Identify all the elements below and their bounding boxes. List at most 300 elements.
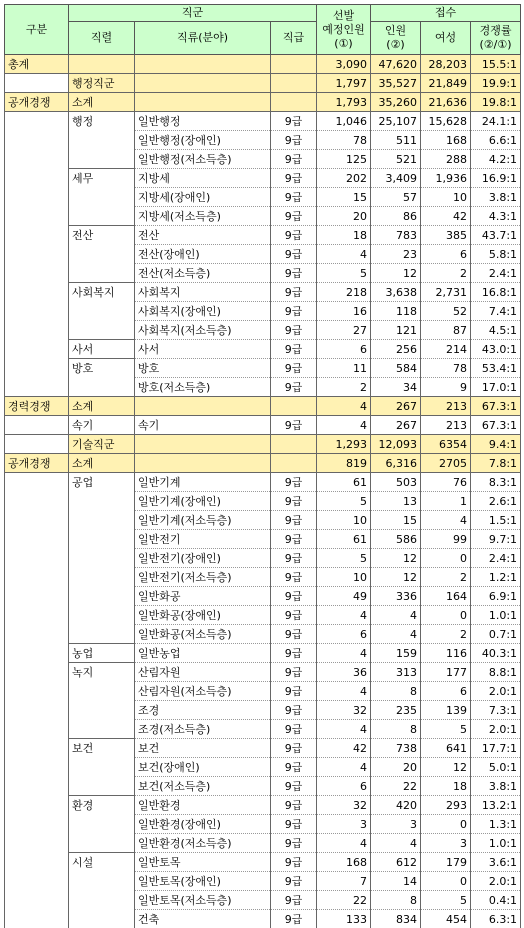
job-series-cell: 소계 bbox=[69, 93, 135, 112]
job-series-cell: 사회복지 bbox=[69, 283, 135, 302]
ratio-cell: 16.8:1 bbox=[471, 283, 521, 302]
ratio-cell: 9.4:1 bbox=[471, 435, 521, 454]
ratio-cell: 2.0:1 bbox=[471, 872, 521, 891]
grade-cell: 9급 bbox=[271, 473, 317, 492]
ratio-cell: 19.8:1 bbox=[471, 93, 521, 112]
job-series-cell bbox=[69, 511, 135, 530]
women-cell: 21,636 bbox=[421, 93, 471, 112]
women-cell: 5 bbox=[421, 891, 471, 910]
grade-cell: 9급 bbox=[271, 207, 317, 226]
planned-cell: 32 bbox=[317, 796, 371, 815]
grade-cell bbox=[271, 454, 317, 473]
category-cell bbox=[5, 739, 69, 758]
table-row bbox=[5, 587, 521, 606]
grade-cell bbox=[271, 55, 317, 74]
planned-cell: 5 bbox=[317, 264, 371, 283]
category-cell bbox=[5, 511, 69, 530]
job-field-cell: 산림자원 bbox=[135, 663, 271, 682]
category-cell bbox=[5, 435, 69, 454]
applicants-cell: 12 bbox=[371, 568, 421, 587]
table-row bbox=[5, 112, 521, 131]
job-series-cell bbox=[69, 131, 135, 150]
job-series-cell bbox=[69, 530, 135, 549]
women-cell: 2705 bbox=[421, 454, 471, 473]
job-field-cell: 지방세(저소득층) bbox=[135, 207, 271, 226]
table-row bbox=[5, 188, 521, 207]
applicants-cell: 8 bbox=[371, 682, 421, 701]
grade-cell: 9급 bbox=[271, 188, 317, 207]
grade-cell: 9급 bbox=[271, 853, 317, 872]
applicants-cell: 35,527 bbox=[371, 74, 421, 93]
subtotal-row bbox=[5, 454, 521, 473]
grade-cell: 9급 bbox=[271, 625, 317, 644]
ratio-cell: 17.0:1 bbox=[471, 378, 521, 397]
table-row bbox=[5, 796, 521, 815]
grade-cell bbox=[271, 74, 317, 93]
applicants-cell: 8 bbox=[371, 891, 421, 910]
job-field-cell: 일반전기(저소득층) bbox=[135, 568, 271, 587]
applicants-cell: 47,620 bbox=[371, 55, 421, 74]
applicants-cell: 159 bbox=[371, 644, 421, 663]
women-cell: 179 bbox=[421, 853, 471, 872]
job-field-cell: 일반행정 bbox=[135, 112, 271, 131]
planned-cell: 15 bbox=[317, 188, 371, 207]
ratio-cell: 43.0:1 bbox=[471, 340, 521, 359]
applicants-cell: 612 bbox=[371, 853, 421, 872]
ratio-cell: 17.7:1 bbox=[471, 739, 521, 758]
ratio-cell: 24.1:1 bbox=[471, 112, 521, 131]
table-row bbox=[5, 302, 521, 321]
women-cell: 6 bbox=[421, 682, 471, 701]
category-cell bbox=[5, 606, 69, 625]
ratio-cell: 6.3:1 bbox=[471, 910, 521, 928]
category-cell bbox=[5, 207, 69, 226]
ratio-cell: 1.0:1 bbox=[471, 606, 521, 625]
ratio-cell: 67.3:1 bbox=[471, 416, 521, 435]
applicants-cell: 8 bbox=[371, 720, 421, 739]
table-row bbox=[5, 910, 521, 928]
category-cell bbox=[5, 853, 69, 872]
category-cell bbox=[5, 473, 69, 492]
applicants-cell: 57 bbox=[371, 188, 421, 207]
job-field-cell: 일반기계(저소득층) bbox=[135, 511, 271, 530]
ratio-cell: 13.2:1 bbox=[471, 796, 521, 815]
planned-cell: 1,793 bbox=[317, 93, 371, 112]
grade-cell: 9급 bbox=[271, 568, 317, 587]
planned-cell: 4 bbox=[317, 682, 371, 701]
grade-cell: 9급 bbox=[271, 758, 317, 777]
table-row bbox=[5, 644, 521, 663]
women-cell: 99 bbox=[421, 530, 471, 549]
job-field-cell: 전산(저소득층) bbox=[135, 264, 271, 283]
job-series-cell bbox=[69, 758, 135, 777]
ratio-cell: 1.2:1 bbox=[471, 568, 521, 587]
job-series-cell: 소계 bbox=[69, 454, 135, 473]
category-cell bbox=[5, 834, 69, 853]
ratio-cell: 1.0:1 bbox=[471, 834, 521, 853]
table-row bbox=[5, 739, 521, 758]
job-series-cell bbox=[69, 872, 135, 891]
ratio-cell: 8.8:1 bbox=[471, 663, 521, 682]
grade-cell: 9급 bbox=[271, 416, 317, 435]
ratio-cell: 3.8:1 bbox=[471, 777, 521, 796]
category-cell bbox=[5, 891, 69, 910]
ratio-cell: 53.4:1 bbox=[471, 359, 521, 378]
job-field-cell: 일반토목 bbox=[135, 853, 271, 872]
grade-cell: 9급 bbox=[271, 777, 317, 796]
job-series-cell: 사서 bbox=[69, 340, 135, 359]
table-row bbox=[5, 815, 521, 834]
job-field-cell: 일반화공 bbox=[135, 587, 271, 606]
category-cell bbox=[5, 131, 69, 150]
header-job-series: 직렬 bbox=[69, 22, 135, 55]
category-cell bbox=[5, 682, 69, 701]
applicants-cell: 267 bbox=[371, 416, 421, 435]
planned-cell: 4 bbox=[317, 397, 371, 416]
category-cell bbox=[5, 815, 69, 834]
ratio-cell: 7.3:1 bbox=[471, 701, 521, 720]
women-cell: 0 bbox=[421, 549, 471, 568]
job-field-cell: 일반전기(장애인) bbox=[135, 549, 271, 568]
category-cell bbox=[5, 910, 69, 928]
grade-cell: 9급 bbox=[271, 891, 317, 910]
job-series-cell bbox=[69, 815, 135, 834]
applicants-cell: 521 bbox=[371, 150, 421, 169]
table-row bbox=[5, 606, 521, 625]
planned-cell: 10 bbox=[317, 511, 371, 530]
ratio-cell: 1.5:1 bbox=[471, 511, 521, 530]
applicants-cell: 313 bbox=[371, 663, 421, 682]
planned-cell: 5 bbox=[317, 492, 371, 511]
grade-cell bbox=[271, 397, 317, 416]
women-cell: 385 bbox=[421, 226, 471, 245]
job-field-cell: 사회복지(저소득층) bbox=[135, 321, 271, 340]
women-cell: 1 bbox=[421, 492, 471, 511]
table-body bbox=[5, 55, 521, 928]
applicants-cell: 121 bbox=[371, 321, 421, 340]
job-series-cell bbox=[69, 207, 135, 226]
job-field-cell: 건축 bbox=[135, 910, 271, 928]
job-series-cell bbox=[69, 245, 135, 264]
ratio-cell: 4.2:1 bbox=[471, 150, 521, 169]
job-series-cell bbox=[69, 910, 135, 928]
ratio-cell: 7.8:1 bbox=[471, 454, 521, 473]
job-field-cell: 일반환경 bbox=[135, 796, 271, 815]
ratio-cell: 15.5:1 bbox=[471, 55, 521, 74]
job-field-cell bbox=[135, 454, 271, 473]
job-series-cell bbox=[69, 150, 135, 169]
women-cell: 641 bbox=[421, 739, 471, 758]
job-field-cell: 일반환경(저소득층) bbox=[135, 834, 271, 853]
planned-cell: 4 bbox=[317, 834, 371, 853]
job-field-cell: 조경(저소득층) bbox=[135, 720, 271, 739]
table-row bbox=[5, 131, 521, 150]
job-field-cell: 일반전기 bbox=[135, 530, 271, 549]
planned-cell: 10 bbox=[317, 568, 371, 587]
grade-cell: 9급 bbox=[271, 644, 317, 663]
ratio-cell: 6.6:1 bbox=[471, 131, 521, 150]
ratio-cell: 9.7:1 bbox=[471, 530, 521, 549]
women-cell: 0 bbox=[421, 872, 471, 891]
category-cell: 공개경쟁 bbox=[5, 93, 69, 112]
planned-cell: 7 bbox=[317, 872, 371, 891]
job-series-cell bbox=[69, 777, 135, 796]
planned-cell: 5 bbox=[317, 549, 371, 568]
women-cell: 168 bbox=[421, 131, 471, 150]
table-row bbox=[5, 150, 521, 169]
grade-cell: 9급 bbox=[271, 264, 317, 283]
job-field-cell bbox=[135, 93, 271, 112]
job-field-cell: 사회복지 bbox=[135, 283, 271, 302]
applicants-cell: 503 bbox=[371, 473, 421, 492]
ratio-cell: 43.7:1 bbox=[471, 226, 521, 245]
table-row bbox=[5, 549, 521, 568]
job-series-cell: 보건 bbox=[69, 739, 135, 758]
planned-cell: 3 bbox=[317, 815, 371, 834]
category-cell bbox=[5, 264, 69, 283]
applicants-cell: 267 bbox=[371, 397, 421, 416]
table-row bbox=[5, 340, 521, 359]
applicants-cell: 3,409 bbox=[371, 169, 421, 188]
category-cell bbox=[5, 568, 69, 587]
grade-cell: 9급 bbox=[271, 131, 317, 150]
grade-cell: 9급 bbox=[271, 701, 317, 720]
job-series-cell: 기술직군 bbox=[69, 435, 135, 454]
planned-cell: 4 bbox=[317, 758, 371, 777]
planned-cell: 61 bbox=[317, 473, 371, 492]
women-cell: 1,936 bbox=[421, 169, 471, 188]
job-series-cell: 행정 bbox=[69, 112, 135, 131]
grade-cell: 9급 bbox=[271, 606, 317, 625]
grade-cell: 9급 bbox=[271, 834, 317, 853]
job-series-cell bbox=[69, 188, 135, 207]
job-series-cell bbox=[69, 321, 135, 340]
job-series-cell bbox=[69, 701, 135, 720]
job-field-cell: 보건(저소득층) bbox=[135, 777, 271, 796]
recruitment-statistics-table bbox=[4, 4, 521, 928]
subtotal-row bbox=[5, 93, 521, 112]
applicants-cell: 584 bbox=[371, 359, 421, 378]
job-field-cell: 일반환경(장애인) bbox=[135, 815, 271, 834]
planned-cell: 819 bbox=[317, 454, 371, 473]
grade-cell bbox=[271, 435, 317, 454]
header-grade: 직급 bbox=[271, 22, 317, 55]
category-cell bbox=[5, 530, 69, 549]
applicants-cell: 15 bbox=[371, 511, 421, 530]
women-cell: 87 bbox=[421, 321, 471, 340]
women-cell: 10 bbox=[421, 188, 471, 207]
table-row bbox=[5, 511, 521, 530]
women-cell: 2 bbox=[421, 568, 471, 587]
category-cell bbox=[5, 283, 69, 302]
category-cell bbox=[5, 302, 69, 321]
ratio-cell: 5.8:1 bbox=[471, 245, 521, 264]
table-row bbox=[5, 283, 521, 302]
job-field-cell bbox=[135, 55, 271, 74]
category-cell bbox=[5, 150, 69, 169]
job-series-cell bbox=[69, 55, 135, 74]
women-cell: 288 bbox=[421, 150, 471, 169]
table-row bbox=[5, 359, 521, 378]
job-series-cell bbox=[69, 264, 135, 283]
category-cell bbox=[5, 644, 69, 663]
planned-cell: 125 bbox=[317, 150, 371, 169]
job-series-cell: 시설 bbox=[69, 853, 135, 872]
planned-cell: 1,046 bbox=[317, 112, 371, 131]
women-cell: 2 bbox=[421, 264, 471, 283]
job-series-cell bbox=[69, 682, 135, 701]
table-row bbox=[5, 758, 521, 777]
table-row bbox=[5, 226, 521, 245]
table-row bbox=[5, 207, 521, 226]
women-cell: 12 bbox=[421, 758, 471, 777]
job-field-cell: 일반농업 bbox=[135, 644, 271, 663]
applicants-cell: 4 bbox=[371, 606, 421, 625]
planned-cell: 49 bbox=[317, 587, 371, 606]
job-field-cell: 일반행정(장애인) bbox=[135, 131, 271, 150]
women-cell: 213 bbox=[421, 397, 471, 416]
category-cell bbox=[5, 492, 69, 511]
grade-cell: 9급 bbox=[271, 682, 317, 701]
job-series-cell: 방호 bbox=[69, 359, 135, 378]
women-cell: 4 bbox=[421, 511, 471, 530]
applicants-cell: 3,638 bbox=[371, 283, 421, 302]
grade-cell: 9급 bbox=[271, 720, 317, 739]
grade-cell: 9급 bbox=[271, 169, 317, 188]
category-cell bbox=[5, 226, 69, 245]
planned-cell: 16 bbox=[317, 302, 371, 321]
total-row bbox=[5, 55, 521, 74]
job-field-cell: 일반화공(장애인) bbox=[135, 606, 271, 625]
job-field-cell: 조경 bbox=[135, 701, 271, 720]
job-field-cell: 보건(장애인) bbox=[135, 758, 271, 777]
women-cell: 5 bbox=[421, 720, 471, 739]
table-row bbox=[5, 720, 521, 739]
job-field-cell: 일반기계 bbox=[135, 473, 271, 492]
category-cell bbox=[5, 378, 69, 397]
ratio-cell: 2.0:1 bbox=[471, 682, 521, 701]
table-row bbox=[5, 853, 521, 872]
planned-cell: 6 bbox=[317, 340, 371, 359]
table-row bbox=[5, 169, 521, 188]
women-cell: 454 bbox=[421, 910, 471, 928]
planned-cell: 1,797 bbox=[317, 74, 371, 93]
category-cell bbox=[5, 416, 69, 435]
grade-cell: 9급 bbox=[271, 910, 317, 928]
category-cell bbox=[5, 872, 69, 891]
grade-cell bbox=[271, 93, 317, 112]
applicants-cell: 13 bbox=[371, 492, 421, 511]
planned-cell: 168 bbox=[317, 853, 371, 872]
category-cell bbox=[5, 359, 69, 378]
category-cell bbox=[5, 720, 69, 739]
table-row bbox=[5, 473, 521, 492]
women-cell: 2,731 bbox=[421, 283, 471, 302]
table-row bbox=[5, 530, 521, 549]
applicants-cell: 3 bbox=[371, 815, 421, 834]
category-cell bbox=[5, 245, 69, 264]
ratio-cell: 3.8:1 bbox=[471, 188, 521, 207]
applicants-cell: 118 bbox=[371, 302, 421, 321]
women-cell: 21,849 bbox=[421, 74, 471, 93]
ratio-cell: 2.4:1 bbox=[471, 549, 521, 568]
category-cell: 경력경쟁 bbox=[5, 397, 69, 416]
women-cell: 139 bbox=[421, 701, 471, 720]
job-field-cell: 일반화공(저소득층) bbox=[135, 625, 271, 644]
table-row bbox=[5, 378, 521, 397]
grade-cell: 9급 bbox=[271, 302, 317, 321]
header-planned: 선발 예정인원 (①) bbox=[317, 5, 371, 55]
job-series-cell bbox=[69, 720, 135, 739]
ratio-cell: 4.3:1 bbox=[471, 207, 521, 226]
table-row bbox=[5, 321, 521, 340]
table-row bbox=[5, 777, 521, 796]
applicants-cell: 586 bbox=[371, 530, 421, 549]
job-series-cell bbox=[69, 302, 135, 321]
table-row bbox=[5, 568, 521, 587]
category-cell: 공개경쟁 bbox=[5, 454, 69, 473]
subtotal-row bbox=[5, 74, 521, 93]
ratio-cell: 5.0:1 bbox=[471, 758, 521, 777]
job-series-cell: 소계 bbox=[69, 397, 135, 416]
planned-cell: 61 bbox=[317, 530, 371, 549]
job-field-cell bbox=[135, 74, 271, 93]
planned-cell: 4 bbox=[317, 606, 371, 625]
job-series-cell bbox=[69, 891, 135, 910]
planned-cell: 133 bbox=[317, 910, 371, 928]
women-cell: 76 bbox=[421, 473, 471, 492]
applicants-cell: 12 bbox=[371, 549, 421, 568]
job-field-cell bbox=[135, 435, 271, 454]
header-group: 직군 bbox=[69, 5, 317, 22]
job-series-cell bbox=[69, 492, 135, 511]
category-cell bbox=[5, 74, 69, 93]
planned-cell: 78 bbox=[317, 131, 371, 150]
ratio-cell: 4.5:1 bbox=[471, 321, 521, 340]
women-cell: 214 bbox=[421, 340, 471, 359]
ratio-cell: 40.3:1 bbox=[471, 644, 521, 663]
applicants-cell: 256 bbox=[371, 340, 421, 359]
job-series-cell bbox=[69, 587, 135, 606]
ratio-cell: 0.7:1 bbox=[471, 625, 521, 644]
grade-cell: 9급 bbox=[271, 815, 317, 834]
job-field-cell bbox=[135, 397, 271, 416]
header-received: 접수 bbox=[371, 5, 521, 22]
job-field-cell: 지방세 bbox=[135, 169, 271, 188]
women-cell: 52 bbox=[421, 302, 471, 321]
category-cell bbox=[5, 169, 69, 188]
category-cell bbox=[5, 758, 69, 777]
planned-cell: 22 bbox=[317, 891, 371, 910]
grade-cell: 9급 bbox=[271, 340, 317, 359]
planned-cell: 6 bbox=[317, 777, 371, 796]
job-series-cell: 환경 bbox=[69, 796, 135, 815]
women-cell: 2 bbox=[421, 625, 471, 644]
planned-cell: 11 bbox=[317, 359, 371, 378]
job-field-cell: 일반토목(장애인) bbox=[135, 872, 271, 891]
category-cell bbox=[5, 663, 69, 682]
category-cell bbox=[5, 625, 69, 644]
header-applicants: 인원 (②) bbox=[371, 22, 421, 55]
job-field-cell: 전산 bbox=[135, 226, 271, 245]
category-cell: 총계 bbox=[5, 55, 69, 74]
job-field-cell: 사서 bbox=[135, 340, 271, 359]
women-cell: 3 bbox=[421, 834, 471, 853]
grade-cell: 9급 bbox=[271, 872, 317, 891]
table-row bbox=[5, 416, 521, 435]
women-cell: 164 bbox=[421, 587, 471, 606]
grade-cell: 9급 bbox=[271, 587, 317, 606]
